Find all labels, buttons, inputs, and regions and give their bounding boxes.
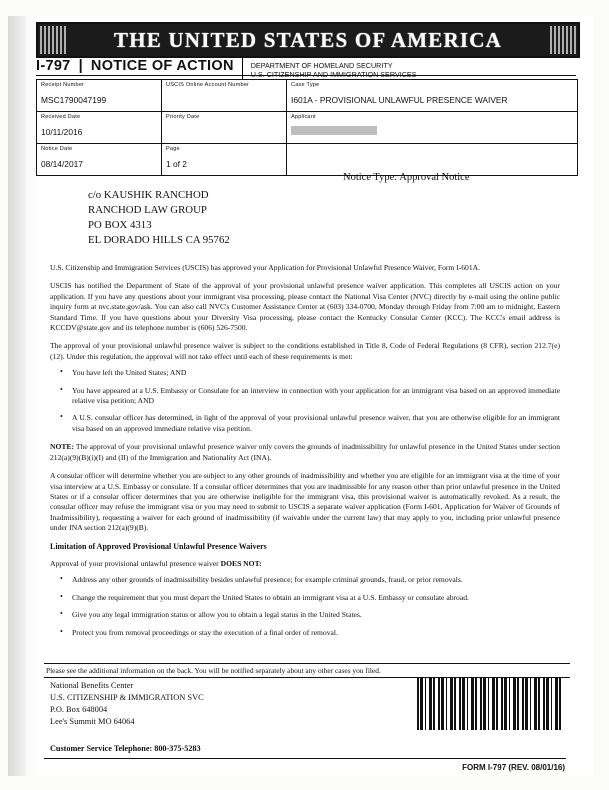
received-date-value: 10/11/2016: [41, 127, 83, 137]
note-label: NOTE:: [50, 442, 75, 452]
office-line-4: Lee's Summit MO 64064: [50, 717, 135, 726]
receipt-number-label: Receipt Number: [41, 82, 85, 88]
receipt-number-cell: [37, 80, 162, 111]
blank-cell: [287, 144, 577, 175]
footer-divider: [44, 758, 566, 759]
list-item: • Address any other grounds of inadmissibility besides unlawful presence; for example criminal grounds, fraud, or prior removals.: [50, 575, 560, 585]
applicant-redaction: [291, 126, 377, 135]
notice-type: [343, 172, 593, 183]
department-line-1: DEPARTMENT OF HOMELAND SECURITY: [250, 61, 393, 70]
header-divider: [36, 75, 576, 76]
form-title: NOTICE OF ACTION: [90, 58, 234, 74]
grid-row-1: [37, 80, 577, 112]
mailing-address: [88, 188, 230, 248]
notice-body: [50, 263, 560, 646]
masthead-banner: [36, 22, 580, 58]
form-number: I-797: [36, 58, 71, 74]
applicant-cell: [287, 112, 577, 143]
customer-service-phone: Customer Service Telephone: 800-375-5283: [50, 744, 201, 753]
address-line-2: RANCHOD LAW GROUP: [88, 204, 207, 216]
address-line-3: PO BOX 4313: [88, 219, 152, 231]
list-item: • Give you any legal immigration status or allow you to obtain a legal status in the United States.: [50, 610, 560, 620]
conditions-list: [50, 368, 560, 434]
note-text: The approval of your provisional unlawful presence waiver only covers the grounds of inadmissibility for unlawful presence in the United States under section 212(a)(9)(B)(i)(I) and (II) of the Immigration and Nationality Act (INA).: [50, 442, 561, 462]
grid-row-2: [37, 112, 577, 144]
receipt-number-value: MSC1790047199: [41, 95, 107, 105]
notice-type-label: Notice Type:: [343, 172, 398, 183]
body-paragraph-3: The approval of your provisional unlawful presence waiver is subject to the conditions established in Title 8, Code of Federal Regulations (8 CFR), section 212.7(e)(12). Under this regulation, the approval will not take effect until each of these requirements is met:: [50, 341, 560, 361]
address-line-1: c/o KAUSHIK RANCHOD: [88, 189, 209, 201]
page-label: Page: [166, 146, 180, 152]
address-line-4: EL DORADO HILLS CA 95762: [88, 234, 230, 246]
paragraph-5-prefix: Approval of your provisional unlawful presence waiver: [50, 558, 221, 568]
notice-date-value: 08/14/2017: [41, 159, 83, 169]
form-separator: |: [78, 58, 83, 74]
body-paragraph-5: [50, 559, 560, 569]
limitation-heading: Limitation of Approved Provisional Unlawful Presence Waivers: [50, 541, 267, 551]
list-item: • You have appeared at a U.S. Embassy or Consulate for an interview in connection with your application for an immigrant visa based on an approved immediate relative visa petition; AND: [50, 386, 560, 407]
limitations-list: [50, 575, 560, 638]
paragraph-4-text: A consular officer will determine whether you are subject to any other grounds of inadmissibility and whether you are eligible for an immigrant visa at the time of your visa interview at a U.S. Embassy or consulate. If a consular officer determines that you are inadmissible for any reason other than prior unlawful presence in the United States or if a consular officer determines that you are otherwise ineligible for the immigrant visa, this provisional waiver is automatically revoked. As a result, the consular officer may refuse the immigrant visa or you may need to submit to USCIS a separate waiver application: [50, 471, 560, 512]
page-cell: [162, 144, 287, 175]
list-item: • Change the requirement that you must depart the United States to obtain an immigrant visa at a U.S. Embassy or consulate abroad.: [50, 593, 560, 603]
paragraph-5-emphasis: DOES NOT:: [220, 558, 262, 568]
form-revision-code: FORM I-797 (REV. 08/01/16): [462, 763, 565, 772]
notice-type-value: Approval Notice: [399, 172, 470, 183]
office-line-1: National Benefits Center: [50, 681, 134, 690]
body-paragraph-2: USCIS has notified the Department of State of the approval of your provisional unlawful presence waiver application. This completes all USCIS action on your application. If you have any questions about your immigrant visa processing, please contact the National Visa Center (NVC) directly by e-mail using the online public inquiry form at nvc.state.gov/ask. You can also call NVC's Customer Assistance Center at (603) 334-0700, Monday through Friday from 7:00 am to midnight, Eastern Standard Time. If you have questions about your Diversity Visa processing, please contact the Kentucky Consular Center (KCC). The KCC's email address is KCCDV@state.gov and its telephone number is (606) 526-7500.: [50, 281, 560, 333]
priority-date-label: Priority Date: [166, 114, 200, 120]
received-date-cell: [37, 112, 162, 143]
barcode: [417, 678, 563, 730]
list-item: • Protect you from removal proceedings or stay the execution of a final order of removal.: [50, 628, 560, 638]
notice-date-label: Notice Date: [41, 146, 73, 152]
case-type-label: Case Type: [291, 82, 320, 88]
body-paragraph-1: U.S. Citizenship and Immigration Services (USCIS) has approved your Application for Provisional Unlawful Presence Waiver, Form I-601A.: [50, 263, 481, 272]
back-side-notice: Please see the additional information on the back. You will be notified separately about any other cases you filed.: [44, 663, 570, 678]
case-type-value: I601A - PROVISIONAL UNLAWFUL PRESENCE WAIVER: [291, 95, 508, 105]
applicant-label: Applicant: [291, 114, 316, 120]
uscis-account-label: USCIS Online Account Number: [166, 82, 250, 88]
issuing-office-address: [50, 680, 204, 728]
paragraph-4-struck-text: (Form I-601, Application for Waiver of Grounds of Inadmissibility), requesting a waiver for each ground of inadmissibility (if waivable under the current law) that may apply to you, including prior unlawful presence under INA section 212(a)(9)(B).: [50, 502, 560, 533]
priority-date-cell: [162, 112, 287, 143]
page-value: 1 of 2: [166, 159, 187, 169]
body-note: [50, 442, 560, 463]
office-line-2: U.S. CITIZENSHIP & IMMIGRATION SVC: [50, 693, 204, 702]
masthead-title: THE UNITED STATES OF AMERICA: [114, 27, 502, 52]
notice-date-cell: [37, 144, 162, 175]
list-item: • A U.S. consular officer has determined, in light of the approval of your provisional unlawful presence waiver, that you are otherwise eligible for an immigrant visa based on an approved immediate relative visa petition.: [50, 413, 560, 434]
scan-edge-shadow: [8, 16, 26, 776]
received-date-label: Received Date: [41, 114, 81, 120]
case-info-grid: [36, 79, 578, 176]
body-paragraph-4: [50, 471, 560, 533]
case-type-cell: [287, 80, 577, 111]
list-item: • You have left the United States; AND: [50, 368, 560, 378]
office-line-3: P.O. Box 648004: [50, 705, 108, 714]
uscis-account-cell: [162, 80, 287, 111]
